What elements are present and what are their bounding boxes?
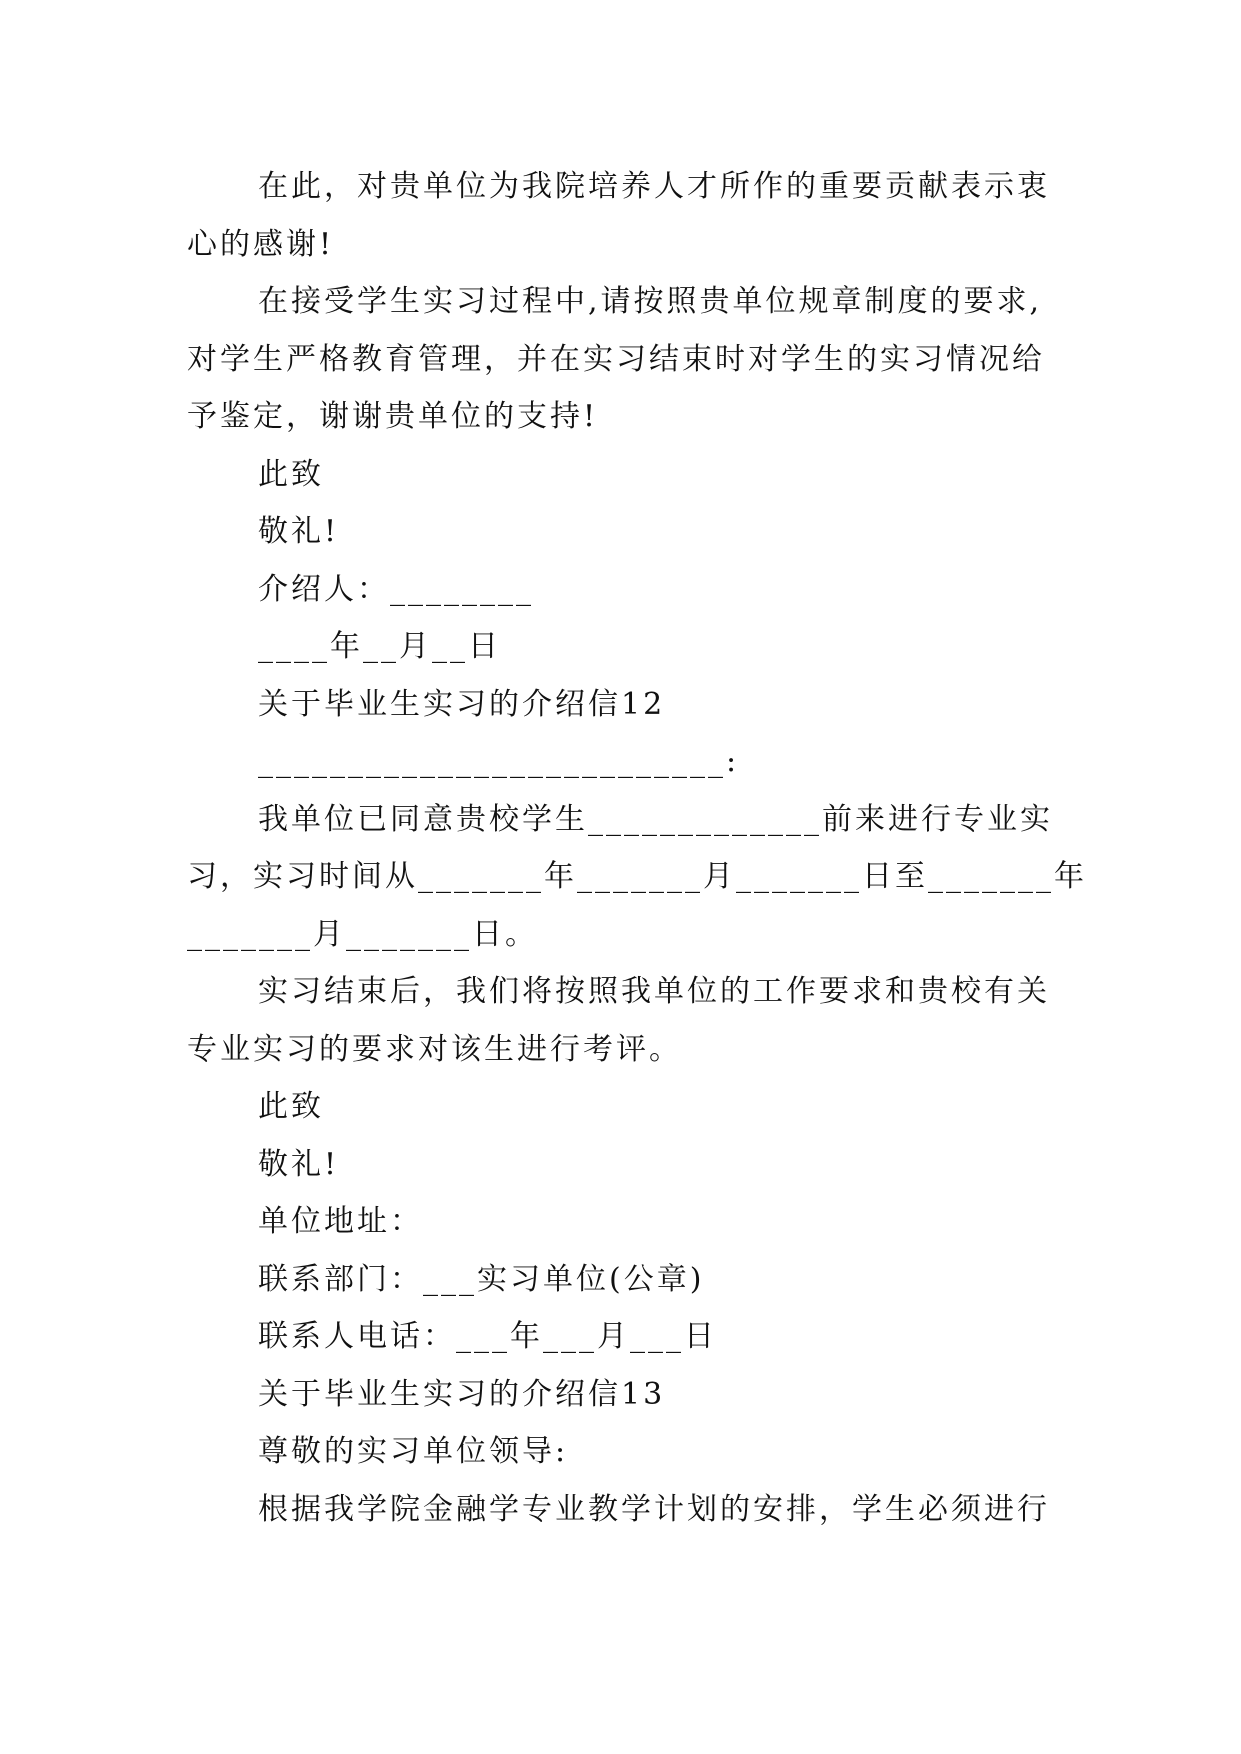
paragraph-request-line-3: 予鉴定，谢谢贵单位的支持!	[187, 399, 599, 434]
paragraph-plan-line-1: 根据我学院金融学专业教学计划的安排，学生必须进行	[258, 1492, 1050, 1527]
section-heading-13: 关于毕业生实习的介绍信13	[258, 1377, 666, 1412]
date-field: ____年__月__日	[258, 629, 501, 664]
contact-department-field: 联系部门：___实习单位(公章)	[258, 1262, 705, 1297]
paragraph-request-line-2: 对学生严格教育管理，并在实习结束时对学生的实习情况给	[187, 342, 1045, 377]
closing-cizhi: 此致	[258, 457, 324, 492]
section-heading-12: 关于毕业生实习的介绍信12	[258, 687, 666, 722]
paragraph-thanks-line-2: 心的感谢!	[187, 227, 335, 262]
introducer-field: 介绍人：________	[258, 572, 534, 607]
paragraph-evaluation-line-2: 专业实习的要求对该生进行考评。	[187, 1032, 682, 1067]
paragraph-consent-line-3: _______月_______日。	[187, 917, 538, 952]
paragraph-consent-line-1: 我单位已同意贵校学生_____________前来进行专业实	[258, 802, 1053, 837]
paragraph-request-line-1: 在接受学生实习过程中,请按照贵单位规章制度的要求,	[258, 284, 1043, 319]
unit-address-field: 单位地址：	[258, 1204, 423, 1239]
recipient-blank: __________________________:	[258, 744, 740, 779]
contact-phone-field: 联系人电话：___年___月___日	[258, 1319, 717, 1354]
closing-jingli-2: 敬礼!	[258, 1147, 340, 1182]
paragraph-evaluation-line-1: 实习结束后，我们将按照我单位的工作要求和贵校有关	[258, 974, 1050, 1009]
closing-cizhi-2: 此致	[258, 1089, 324, 1124]
paragraph-consent-line-2: 习，实习时间从_______年_______月_______日至_______年	[187, 859, 1087, 894]
paragraph-thanks-line-1: 在此，对贵单位为我院培养人才所作的重要贡献表示衷	[258, 169, 1050, 204]
salutation: 尊敬的实习单位领导:	[258, 1434, 569, 1469]
closing-jingli: 敬礼!	[258, 514, 340, 549]
